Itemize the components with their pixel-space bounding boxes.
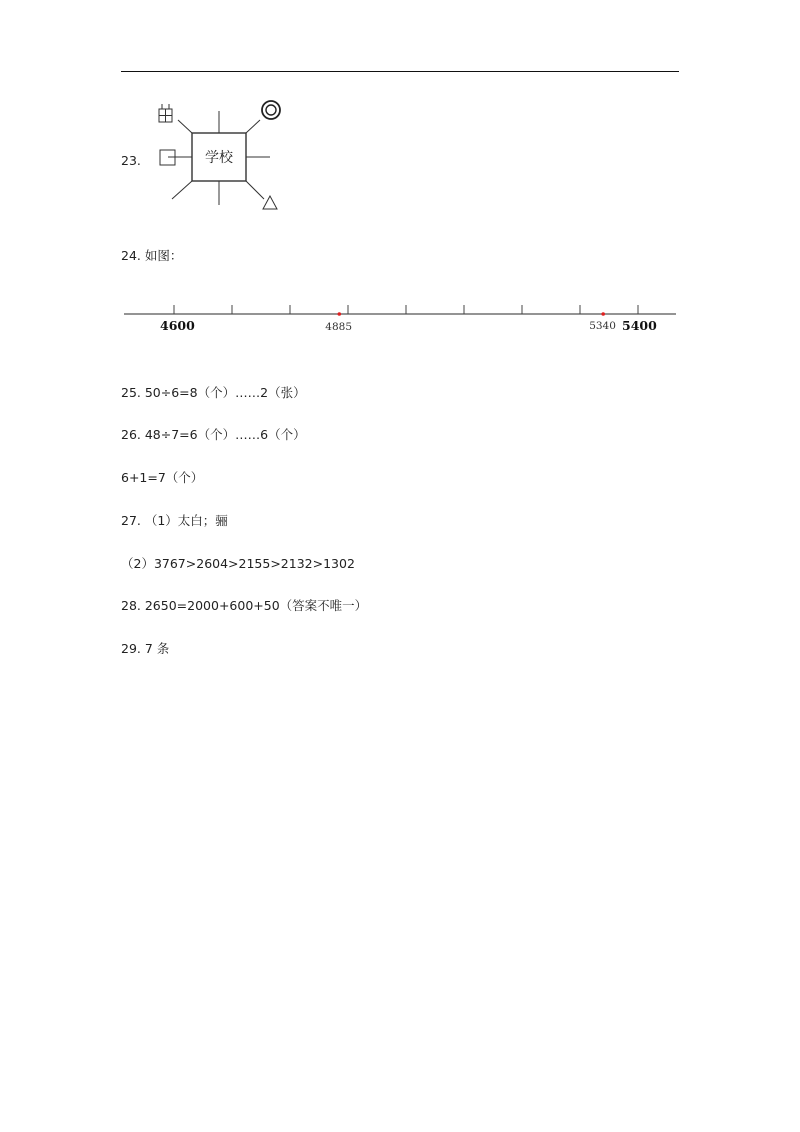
- line-southeast: [246, 181, 264, 199]
- triangle-icon: [263, 196, 277, 209]
- q26-answer-line2: 6+1=7（个）: [121, 470, 204, 485]
- q27-answer-line2: （2）3767>2604>2155>2132>1302: [121, 556, 355, 571]
- school-direction-diagram: [150, 95, 290, 220]
- q28-answer: 28. 2650=2000+600+50（答案不唯一）: [121, 598, 368, 613]
- number-line: [120, 296, 680, 340]
- q24-label: 24. 如图：: [121, 248, 183, 263]
- label-5400: 5400: [622, 318, 657, 333]
- q25-answer: 25. 50÷6=8（个）……2（张）: [121, 385, 306, 400]
- label-4885: 4885: [325, 321, 353, 333]
- label-4600: 4600: [160, 318, 195, 333]
- school-label: 学校: [205, 150, 233, 166]
- point-4885-marker: [338, 312, 342, 316]
- line-southwest: [172, 181, 192, 199]
- q27-answer: 27. （1）太白；骊: [121, 513, 228, 528]
- q26-answer: 26. 48÷7=6（个）……6（个）: [121, 427, 306, 442]
- q29-answer: 29. 7 条: [121, 641, 170, 656]
- header-rule: [121, 71, 679, 72]
- q23-label: 23.: [121, 153, 141, 168]
- double-circle-icon: [262, 101, 280, 119]
- line-northwest: [178, 120, 192, 133]
- point-5340-marker: [601, 312, 605, 316]
- line-northeast: [246, 120, 260, 133]
- grid-square-icon: [159, 104, 172, 122]
- label-5340: 5340: [589, 320, 616, 332]
